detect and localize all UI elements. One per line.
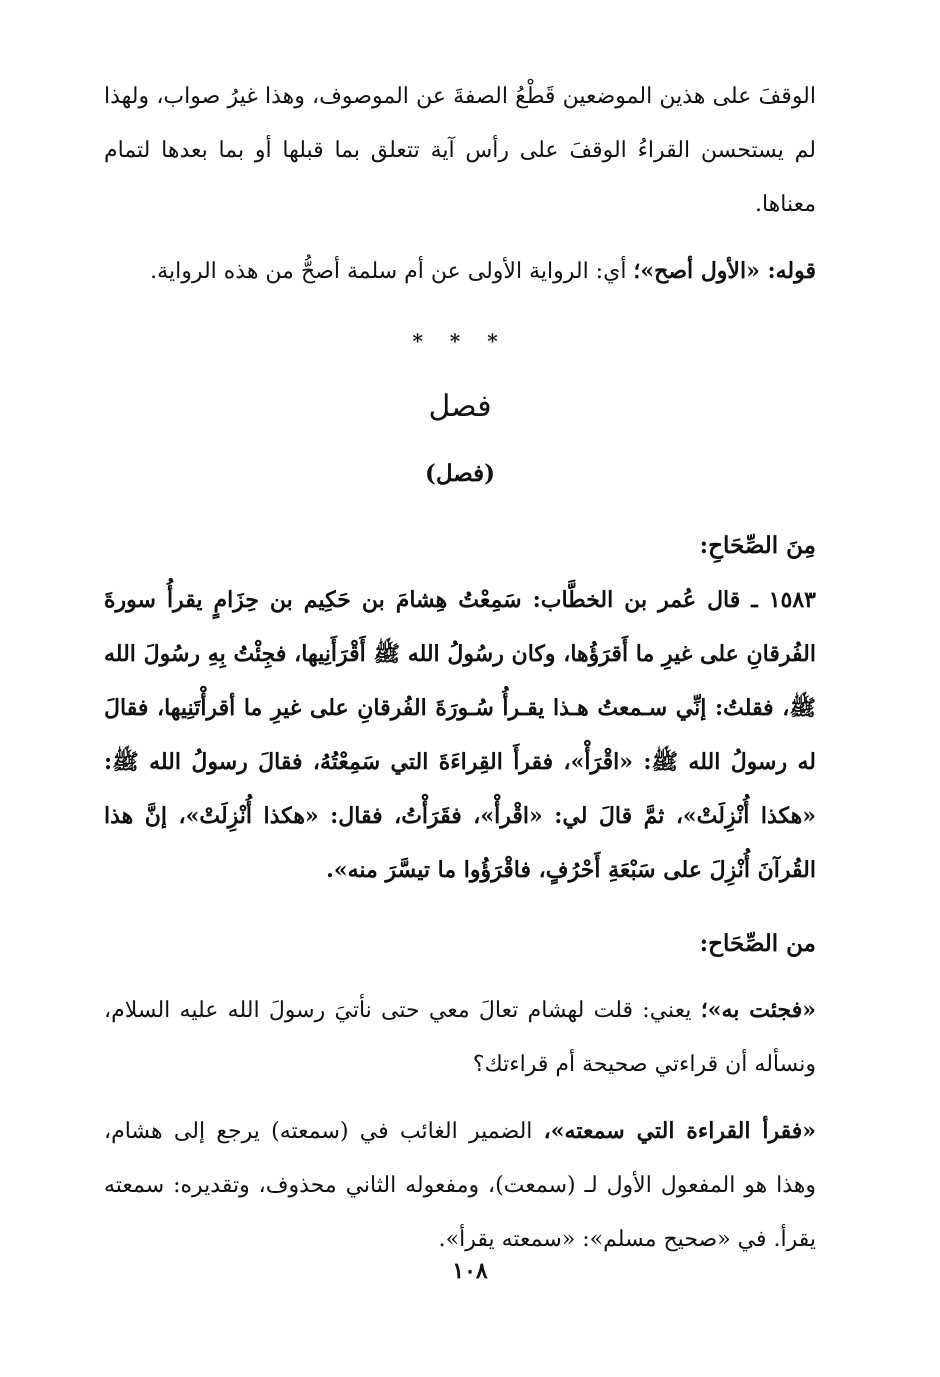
commentary-text: الضمير الغائب في (سمعته) يرجع إلى هشام، وهذا هو المفعول الأول لـ (سمعت)، ومفعوله الثاني محذوف، وتقديره: سمعته يقرأ. في «صحيح مسلم»: «سمعته يقرأ».: [104, 1119, 816, 1252]
quoted-phrase: «فقرأ القراءة التي سمعته»،: [543, 1118, 817, 1144]
commentary-text: يعني: قلت لهشام تعالَ معي حتى نأتيَ رسولَ الله عليه السلام، ونسأله أن قراءتي صحيحة أم قراءتك؟: [104, 998, 816, 1077]
paragraph-comment-first-narration: [104, 244, 816, 299]
section-label-sihah-commentary: من الصِّحَاح:: [699, 930, 816, 957]
page-body: [104, 70, 816, 1267]
page-number: ١٠٨: [452, 1258, 488, 1284]
section-label-sihah: مِنَ الصِّحَاحِ:: [699, 532, 816, 559]
paragraph-continuation: الوقفَ على هذين الموضعين قَطْعُ الصفةَ عن الموصوف، وهذا غيرُ صواب، ولهذا لم يستحسن القراءُ الوقفَ على رأس آية تتعلق بما قبلها أو بما بعدها لتمام معناها.: [104, 84, 816, 217]
chapter-heading: فصل: [428, 389, 492, 424]
section-separator: * * *: [412, 329, 508, 353]
commentary-paragraph-2: [104, 1104, 816, 1267]
hadith-text: ١٥٨٣ ـ قال عُمر بن الخطَّاب: سَمِعْتُ هِشامَ بن حَكِيم بن حِزَامٍ يقرأُ سورةَ الفُرقانِ على غيرِ ما أَقرَؤُها، وكان رسُولُ الله ﷺ أَقْرَأَنِيها، فجِئْتُ بِهِ رسُولَ الله ﷺ، فقلتُ: إنِّي سـمعتُ هـذا يقـرأُ سُـورَةَ الفُرقانِ على غيرِ ما أقرأْتَنِيها، فقالَ له رسولُ الله ﷺ: «اقْرَأْ»، فقرأَ القِراءَةَ التي سَمِعْتُهُ، فقالَ رسولُ الله ﷺ: «هكذا أُنْزِلَتْ»، ثمَّ قالَ لي: «اقْرأْ»، فقَرَأْتُ، فقال: «هكذا أُنْزِلَتْ»، إنَّ هذا القُرآنَ أُنْزِلَ على سَبْعَةِ أَحْرُفٍ، فاقْرَؤُوا ما تيسَّرَ منه».: [104, 587, 816, 883]
quoted-phrase: قوله: «الأول أصح»؛: [633, 258, 816, 284]
chapter-subheading: (فصل): [424, 460, 496, 487]
quoted-phrase: «فجئت به»؛: [700, 997, 817, 1023]
commentary-paragraph-1: [104, 983, 816, 1092]
comment-text: أي: الرواية الأولى عن أم سلمة أصحُّ من هذه الرواية.: [150, 259, 634, 284]
